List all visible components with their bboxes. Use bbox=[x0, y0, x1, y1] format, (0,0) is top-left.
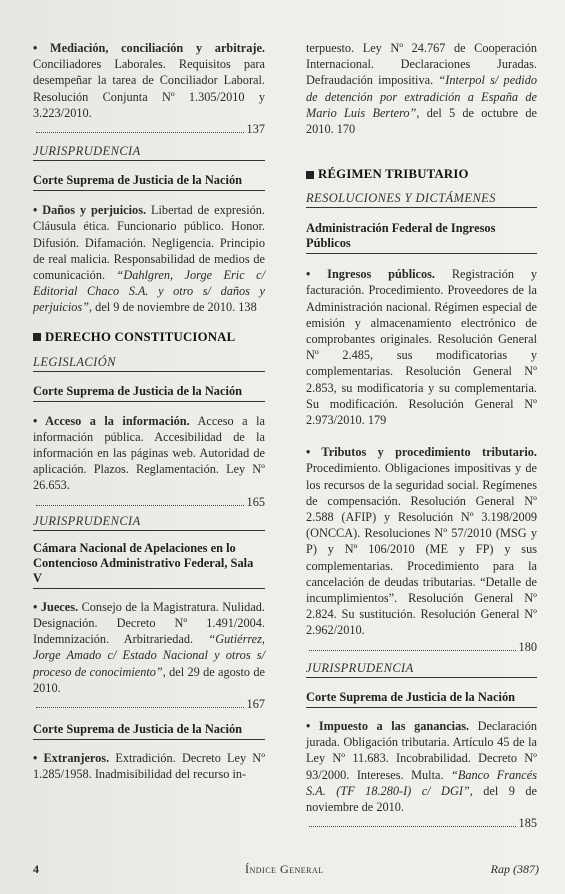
entry-text: Conciliadores Laborales. Requisitos para desempeñar la tarea de Conciliador Laboral. Resolución Conjunta Nº 1.305/2010 y 3.223/2010. bbox=[33, 57, 265, 120]
entry-text: Consejo de la Magistratura. Nulidad. Designación. Decreto Nº 1.491/2004. Indemnización. Arbitrariedad. bbox=[33, 599, 265, 647]
leader-dots bbox=[309, 826, 516, 827]
entry-keyword: Ingresos públicos. bbox=[327, 267, 436, 282]
entry-page-number: 167 bbox=[246, 697, 265, 712]
square-bullet-icon bbox=[306, 171, 314, 179]
entry-page-number: 138 bbox=[238, 300, 257, 315]
bullet-icon: • bbox=[33, 203, 43, 218]
entry-keyword: Acceso a la información. bbox=[45, 413, 190, 428]
footer-page-number: 4 bbox=[33, 862, 39, 876]
entry-text: Acceso a la información pública. Accesibilidad de la información en las páginas web. Autoridad de aplicación. Plazos. Reglamentación. Ley Nº 26.653. bbox=[33, 413, 265, 493]
court-heading: Cámara Nacional de Apelaciones en lo Contencioso Administrativo Federal, Sala V bbox=[33, 541, 265, 589]
bullet-icon: • bbox=[306, 718, 319, 733]
entry-page-number: 170 bbox=[336, 122, 356, 137]
entry-text: Libertad de expresión. Cláusula ética. Funcionario público. Honor. Difusión. Difamación. Negligencia. Principio de real malicia. Responsabilidad de medios de comunicación. bbox=[33, 203, 266, 283]
footer-journal: Rap (387) bbox=[490, 862, 539, 876]
entry-keyword: Tributos y procedimiento tributario. bbox=[321, 445, 537, 460]
subsection-heading: JURISPRUDENCIA bbox=[33, 514, 265, 531]
subsection-heading: LEGISLACIÓN bbox=[33, 355, 265, 372]
court-heading: Corte Suprema de Justicia de la Nación bbox=[33, 173, 265, 191]
bullet-icon: • bbox=[306, 445, 322, 460]
entry-page-line bbox=[33, 696, 265, 712]
index-entry-jueces bbox=[33, 599, 265, 696]
bullet-icon: • bbox=[33, 599, 41, 614]
agency-heading: Administración Federal de Ingresos Públicos bbox=[306, 221, 537, 254]
entry-page-number: 137 bbox=[246, 122, 265, 137]
case-date: , del 9 de noviembre de 2010. bbox=[306, 783, 537, 814]
entry-page-line bbox=[33, 494, 265, 510]
entry-page-line bbox=[33, 121, 265, 137]
right-column bbox=[306, 40, 537, 831]
index-entry-extranjeros bbox=[33, 750, 265, 782]
entry-text: terpuesto. Ley Nº 24.767 de Cooperación Internacional. Declaraciones Juradas. Defraudación impositiva. bbox=[306, 41, 537, 88]
entry-page-number: 179 bbox=[367, 413, 387, 428]
page-footer bbox=[0, 862, 565, 882]
entry-page-number: 165 bbox=[246, 494, 265, 509]
entry-text: Procedimiento. Obligaciones impositivas y de los recursos de la seguridad social. Regímenes de compensación. Resolución General Nº 2.588 (AFIP) y Resolución Nº 3.198/2009 (ONCCA). Resoluciones Nº 57/2010 (MSG y P) y Nº 106/2010 (ME y FP) y sus complementarias. Procedimiento para la cancelación de deudas tributarias. “Detalle de incumplimientos”. Resolución General Nº 2.824. Su sustitución. Resolución General Nº 2.962/2010. bbox=[306, 461, 537, 638]
case-name: “Interpol s/ pedido de detención por extradición a España de Mario Luis Bertero” bbox=[306, 73, 538, 120]
court-heading: Corte Suprema de Justicia de la Nación bbox=[33, 384, 265, 402]
index-entry-tributos bbox=[306, 444, 537, 638]
entry-keyword: Daños y perjuicios. bbox=[42, 203, 147, 218]
leader-dots bbox=[36, 707, 244, 708]
leader-dots bbox=[309, 650, 516, 651]
case-name: “Dahlgren, Jorge Eric c/ Editorial Chaco S.A. y otro s/ daños y perjuicios” bbox=[33, 268, 266, 315]
footer-title: Índice General bbox=[245, 862, 324, 876]
entry-text: Extradición. Decreto Ley Nº 1.285/1958. Inadmisibilidad del recurso in- bbox=[33, 751, 266, 782]
subsection-heading: RESOLUCIONES Y DICTÁMENES bbox=[306, 191, 537, 208]
section-heading: DERECHO CONSTITUCIONAL bbox=[33, 330, 265, 345]
section-heading: RÉGIMEN TRIBUTARIO bbox=[306, 167, 537, 182]
court-heading: Corte Suprema de Justicia de la Nación bbox=[33, 722, 265, 740]
case-date: , del 9 de noviembre de 2010. bbox=[89, 300, 236, 315]
entry-text: Registración y facturación. Procedimiento. Proveedores de la Administración nacional. Régimen especial de emisión y almacenamiento electrónico de comprobantes originales. Resolución General Nº 2.485, sus modificatorias y complementarias. Resolución General Nº 2.853, su modificatoria y su complementaria. Su modificación. Resolución General Nº 2.973/2010. bbox=[306, 267, 538, 428]
bullet-icon: • bbox=[33, 41, 50, 55]
case-date: , del 29 de agosto de 2010. bbox=[33, 664, 265, 695]
subsection-heading: JURISPRUDENCIA bbox=[306, 661, 537, 678]
entry-keyword: Extranjeros. bbox=[43, 751, 110, 766]
index-entry-acceso bbox=[33, 413, 265, 494]
index-entry-ingresos bbox=[306, 266, 537, 428]
left-column bbox=[33, 40, 265, 783]
entry-page-line bbox=[306, 639, 537, 655]
case-date: , del 5 de octubre de 2010. bbox=[306, 105, 537, 137]
index-entry-danos bbox=[33, 202, 265, 315]
entry-keyword: Impuesto a las ganancias. bbox=[318, 718, 470, 733]
case-name: “Banco Francés S.A. (TF 18.280-I) c/ DGI” bbox=[306, 767, 538, 798]
entry-keyword: Mediación, conciliación y arbitraje. bbox=[50, 41, 265, 55]
index-entry-mediacion bbox=[33, 40, 265, 121]
entry-page-number: 185 bbox=[518, 816, 537, 831]
court-heading: Corte Suprema de Justicia de la Nación bbox=[306, 690, 537, 708]
case-name: “Gutiérrez, Jorge Amado c/ Estado Nacional y otros s/ proceso de conocimiento” bbox=[33, 632, 265, 679]
entry-page-line bbox=[306, 815, 537, 831]
entry-page-number: 180 bbox=[518, 639, 537, 654]
leader-dots bbox=[36, 505, 244, 506]
leader-dots bbox=[36, 132, 244, 133]
entry-text: Declaración jurada. Obligación tributaria. Artículo 45 de la Ley Nº 11.683. Incobrabilidad. Decreto Nº 93/2000. Intereses. Multa. bbox=[306, 718, 537, 782]
bullet-icon: • bbox=[33, 413, 46, 428]
square-bullet-icon bbox=[33, 333, 41, 341]
bullet-icon: • bbox=[306, 267, 328, 282]
entry-keyword: Jueces. bbox=[40, 599, 79, 614]
index-entry-ganancias bbox=[306, 718, 537, 815]
index-entry-continued bbox=[306, 40, 537, 137]
bullet-icon: • bbox=[33, 751, 44, 766]
subsection-heading: JURISPRUDENCIA bbox=[33, 144, 265, 161]
